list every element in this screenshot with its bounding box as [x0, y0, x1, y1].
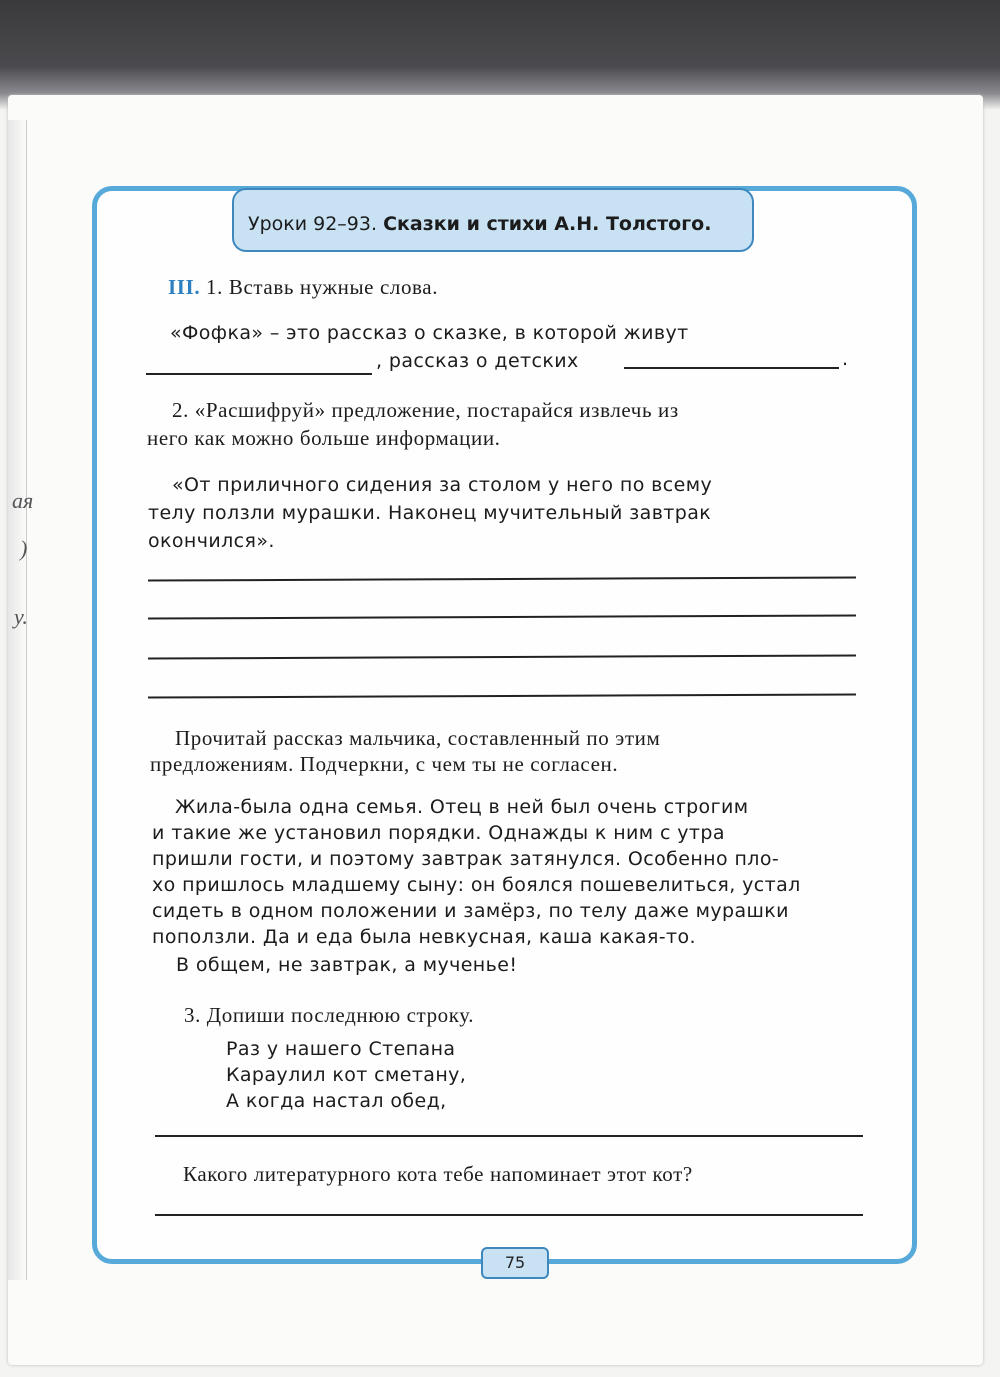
- read-instruction-line: предложениям. Подчеркни, с чем ты не согласен.: [150, 752, 619, 776]
- question-answer-line[interactable]: [155, 1214, 863, 1216]
- task3-question: Какого литературного кота тебе напоминает этот кот?: [183, 1162, 693, 1186]
- margin-note: ): [20, 536, 28, 561]
- task2-instruction-line: 2. «Расшифруй» предложение, постарайся извлечь из: [172, 398, 679, 422]
- story-line: поползли. Да и еда была невкусная, каша какая-то.: [152, 926, 696, 948]
- answer-blank-2[interactable]: [624, 367, 839, 369]
- task3-instruction: 3. Допиши последнюю строку.: [184, 1003, 475, 1027]
- poem-line: Раз у нашего Степана: [226, 1038, 456, 1060]
- page-spine: [8, 120, 27, 1280]
- poem-answer-line[interactable]: [155, 1135, 863, 1137]
- lesson-title: [248, 213, 711, 235]
- task1-instruction: [168, 275, 438, 300]
- task1-line1: «Фофка» – это рассказ о сказке, в которой живут: [170, 322, 689, 344]
- scanner-background: [0, 0, 1000, 110]
- story-line: хо пришлось младшему сыну: он боялся пошевелиться, устал: [152, 874, 801, 896]
- read-instruction-line: Прочитай рассказ мальчика, составленный по этим: [175, 726, 661, 750]
- story-line: сидеть в одном положении и замёрз, по телу даже мурашки: [152, 900, 789, 922]
- section-number: III.: [168, 275, 201, 299]
- answer-blank-1[interactable]: [146, 373, 372, 375]
- story-line: и такие же установил порядки. Однажды к ним с утра: [152, 822, 725, 844]
- story-line: Жила-была одна семья. Отец в ней был очень строгим: [175, 796, 749, 818]
- page-number: 75: [481, 1247, 549, 1279]
- task1-end: .: [842, 348, 849, 370]
- lesson-topic: Сказки и стихи А.Н. Толстого.: [383, 213, 712, 235]
- content-frame: [92, 186, 917, 1264]
- story-line: В общем, не завтрак, а мученье!: [176, 954, 518, 976]
- story-line: пришли гости, и поэтому завтрак затянулся. Особенно пло-: [152, 848, 780, 870]
- quote-line: телу ползли мурашки. Наконец мучительный завтрак: [148, 502, 712, 524]
- task1-line2: , рассказ о детских: [376, 350, 579, 372]
- task1-text: 1. Вставь нужные слова.: [206, 275, 439, 299]
- margin-note: у.: [14, 604, 28, 629]
- margin-note: ая: [12, 488, 34, 513]
- lesson-number: Уроки 92–93.: [248, 213, 378, 235]
- quote-line: окончился».: [148, 530, 275, 552]
- quote-line: «От приличного сидения за столом у него по всему: [172, 474, 713, 496]
- poem-line: А когда настал обед,: [226, 1090, 447, 1112]
- poem-line: Караулил кот сметану,: [226, 1064, 467, 1086]
- task2-instruction-line: него как можно больше информации.: [147, 426, 501, 450]
